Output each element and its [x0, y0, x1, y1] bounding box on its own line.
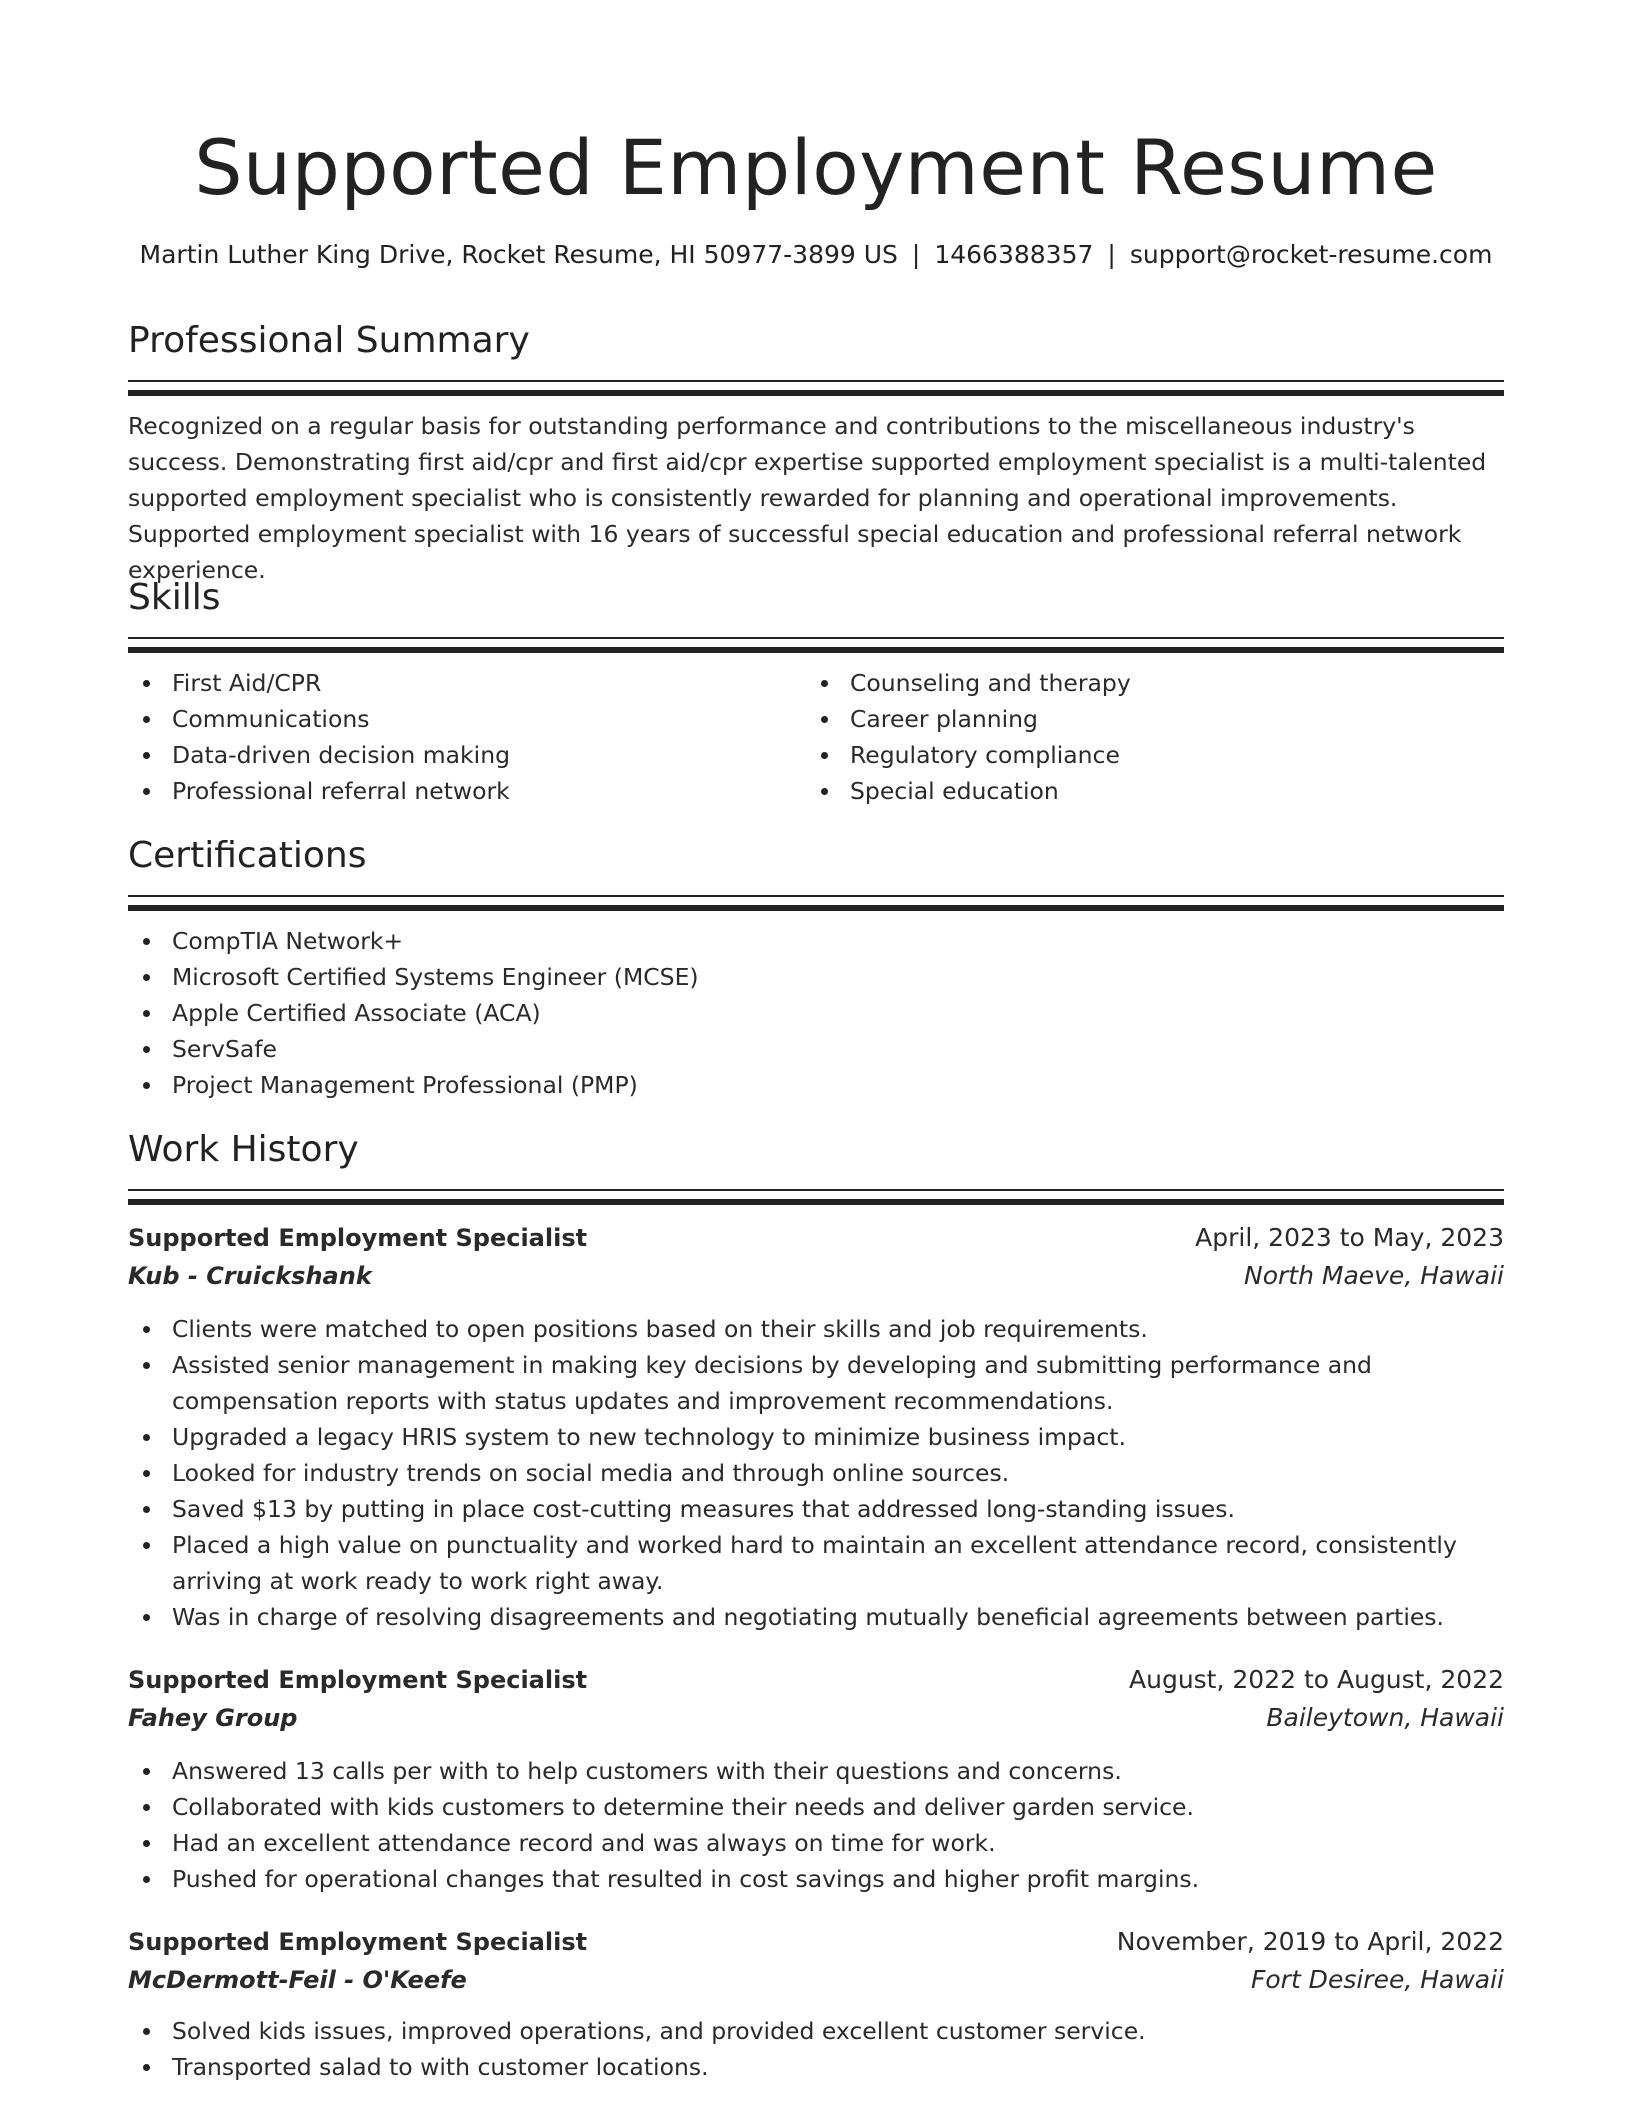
list-item: Regulatory compliance: [806, 737, 1484, 773]
job-company: Fahey Group: [128, 1704, 298, 1732]
list-item: Communications: [128, 701, 806, 737]
contact-separator: |: [911, 240, 921, 269]
job-entry: [128, 1923, 1504, 2085]
job-location: Fort Desiree, Hawaii: [1250, 1965, 1504, 1994]
section-heading: Certifications: [128, 835, 367, 876]
job-company: Kub - Cruickshank: [128, 1262, 372, 1290]
list-item: Transported salad to with customer locations.: [128, 2049, 1504, 2085]
skills-list-left: [128, 665, 806, 809]
section-heading: Professional Summary: [128, 320, 530, 361]
list-item: Saved $13 by putting in place cost-cutting measures that addressed long-standing issues.: [128, 1491, 1504, 1527]
contact-address: Martin Luther King Drive, Rocket Resume, HI 50977-3899 US: [139, 240, 898, 269]
list-item: Data-driven decision making: [128, 737, 806, 773]
job-dates: April, 2023 to May, 2023: [1195, 1223, 1504, 1252]
job-subheader: [128, 1699, 1504, 1737]
certifications-section: [128, 833, 1504, 1103]
job-bullets: [128, 2013, 1504, 2085]
job-title: Supported Employment Specialist: [128, 1928, 588, 1956]
job-subheader: [128, 1257, 1504, 1295]
list-item: Placed a high value on punctuality and worked hard to maintain an excellent attendance record, consistently arriving at work ready to work right away.: [128, 1527, 1504, 1599]
job-dates: August, 2022 to August, 2022: [1129, 1665, 1504, 1694]
work-history-section: [128, 1127, 1504, 2085]
list-item: Upgraded a legacy HRIS system to new technology to minimize business impact.: [128, 1419, 1504, 1455]
list-item: Counseling and therapy: [806, 665, 1484, 701]
contact-line: [108, 238, 1524, 272]
section-heading: Work History: [128, 1129, 359, 1170]
contact-phone: 1466388357: [934, 240, 1094, 269]
section-divider: [128, 905, 1504, 911]
section-divider: [128, 637, 1504, 639]
job-title: Supported Employment Specialist: [128, 1666, 588, 1694]
job-location: North Maeve, Hawaii: [1244, 1261, 1504, 1290]
section-divider: [128, 1189, 1504, 1191]
job-header: [128, 1661, 1504, 1699]
list-item: Project Management Professional (PMP): [128, 1067, 1504, 1103]
job-entry: [128, 1219, 1504, 1635]
list-item: Career planning: [806, 701, 1484, 737]
list-item: Clients were matched to open positions based on their skills and job requirements.: [128, 1311, 1504, 1347]
section-divider: [128, 1199, 1504, 1205]
contact-separator: |: [1107, 240, 1116, 269]
list-item: Pushed for operational changes that resulted in cost savings and higher profit margins.: [128, 1861, 1504, 1897]
list-item: Apple Certified Associate (ACA): [128, 995, 1504, 1031]
job-title: Supported Employment Specialist: [128, 1224, 588, 1252]
section-divider: [128, 647, 1504, 653]
list-item: ServSafe: [128, 1031, 1504, 1067]
resume-title: Supported Employment Resume: [194, 123, 1438, 212]
skills-list-right: [806, 665, 1484, 809]
list-item: First Aid/CPR: [128, 665, 806, 701]
list-item: Looked for industry trends on social media and through online sources.: [128, 1455, 1504, 1491]
section-divider: [128, 895, 1504, 897]
summary-section: [128, 318, 1504, 588]
job-bullets: [128, 1311, 1504, 1635]
job-header: [128, 1219, 1504, 1257]
list-item: Professional referral network: [128, 773, 806, 809]
job-bullets: [128, 1753, 1504, 1897]
list-item: Collaborated with kids customers to determine their needs and deliver garden service.: [128, 1789, 1504, 1825]
summary-text: Recognized on a regular basis for outstanding performance and contributions to the miscellaneous industry's success. Demonstrating first aid/cpr and first aid/cpr expertise supported employment specialist is a multi-talented supported employment specialist who is consistently rewarded for planning and operational improvements. Supported employment specialist with 16 years of successful special education and professional referral network experience.: [128, 412, 1487, 584]
list-item: Was in charge of resolving disagreements and negotiating mutually beneficial agreements between parties.: [128, 1599, 1504, 1635]
job-location: Baileytown, Hawaii: [1266, 1703, 1504, 1732]
job-company: McDermott-Feil - O'Keefe: [128, 1966, 467, 1994]
job-header: [128, 1923, 1504, 1961]
job-subheader: [128, 1961, 1504, 1999]
contact-email: support@rocket-resume.com: [1129, 240, 1493, 269]
list-item: Assisted senior management in making key decisions by developing and submitting performance and compensation reports with status updates and improvement recommendations.: [128, 1347, 1504, 1419]
list-item: Special education: [806, 773, 1484, 809]
skills-section: [128, 575, 1504, 809]
job-dates: November, 2019 to April, 2022: [1116, 1927, 1504, 1956]
list-item: CompTIA Network+: [128, 923, 1504, 959]
certifications-list: [128, 923, 1504, 1103]
list-item: Solved kids issues, improved operations, and provided excellent customer service.: [128, 2013, 1504, 2049]
list-item: Had an excellent attendance record and was always on time for work.: [128, 1825, 1504, 1861]
list-item: Microsoft Certified Systems Engineer (MCSE): [128, 959, 1504, 995]
section-divider: [128, 390, 1504, 396]
skills-columns: [128, 665, 1504, 809]
job-entry: [128, 1661, 1504, 1897]
list-item: Answered 13 calls per with to help customers with their questions and concerns.: [128, 1753, 1504, 1789]
section-divider: [128, 380, 1504, 382]
section-heading: Skills: [128, 577, 221, 618]
